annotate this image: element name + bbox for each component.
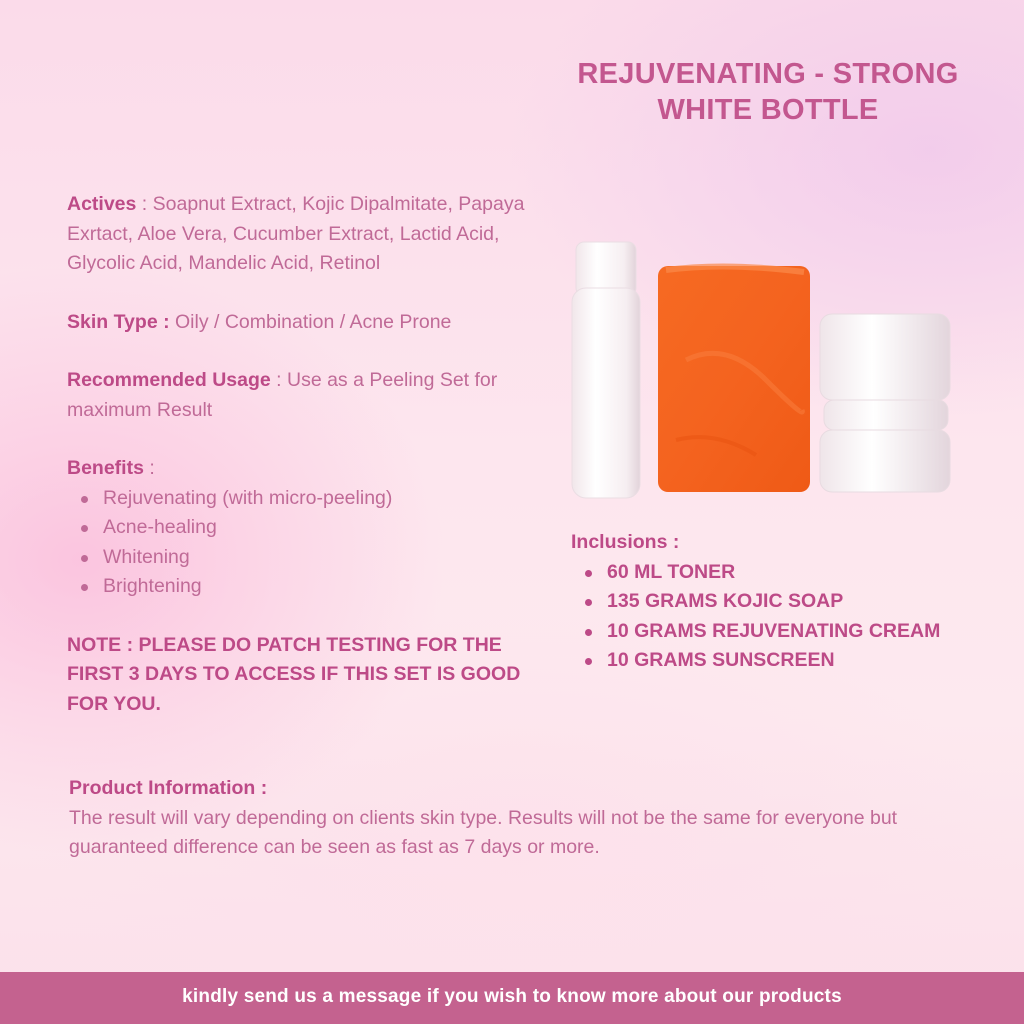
product-info-label: Product Information : [69, 777, 268, 799]
actives-text: Soapnut Extract, Kojic Dipalmitate, Papaya Exrtact, Aloe Vera, Cucumber Extract, Lactid Acid, Glycolic Acid, Mandelic Acid, Retinol [67, 193, 525, 274]
inclusions-section [571, 528, 940, 676]
footer-banner: kindly send us a message if you wish to know more about our products [0, 972, 1024, 1024]
product-info-text: The result will vary depending on clients skin type. Results will not be the same for everyone but guaranteed difference can be seen as fast as 7 days or more. [69, 806, 898, 858]
actives-section [67, 190, 572, 279]
benefits-list [67, 484, 572, 602]
usage-text: : Use as a Peeling Set for maximum Result [67, 369, 498, 421]
title-line-2: WHITE BOTTLE [657, 94, 879, 126]
skin-type-section [67, 308, 572, 338]
product-information [69, 774, 929, 863]
benefit-item: Acne-healing [67, 513, 572, 543]
kojic-soap [658, 266, 810, 492]
usage-section [67, 366, 572, 425]
title-line-1: REJUVENATING - STRONG [577, 58, 959, 90]
product-details [67, 190, 572, 719]
skin-type-text: Oily / Combination / Acne Prone [169, 310, 452, 333]
cream-jars [820, 314, 950, 492]
benefits-separator: : [143, 457, 155, 479]
benefit-item: Brightening [67, 572, 572, 602]
actives-separator: : [136, 193, 153, 215]
inclusions-list [571, 558, 940, 676]
usage-label: Recommended Usage [67, 369, 271, 391]
page-title [540, 56, 996, 128]
skin-type-label: Skin Type : [67, 310, 170, 333]
benefits-section [67, 454, 572, 602]
inclusion-item: 135 GRAMS KOJIC SOAP [571, 587, 940, 617]
inclusions-label: Inclusions : [571, 531, 680, 553]
benefit-item: Whitening [67, 543, 572, 573]
benefit-item: Rejuvenating (with micro-peeling) [67, 484, 572, 514]
inclusion-item: 10 GRAMS SUNSCREEN [571, 646, 940, 676]
actives-label: Actives [67, 193, 137, 215]
toner-bottle [572, 242, 640, 498]
benefits-label: Benefits [67, 457, 144, 479]
inclusion-item: 60 ML TONER [571, 558, 940, 588]
inclusion-item: 10 GRAMS REJUVENATING CREAM [571, 617, 940, 647]
product-set-image [566, 240, 956, 502]
patch-test-note: NOTE : PLEASE DO PATCH TESTING FOR THE FIRST 3 DAYS TO ACCESS IF THIS SET IS GOOD FOR YOU. [67, 633, 521, 715]
